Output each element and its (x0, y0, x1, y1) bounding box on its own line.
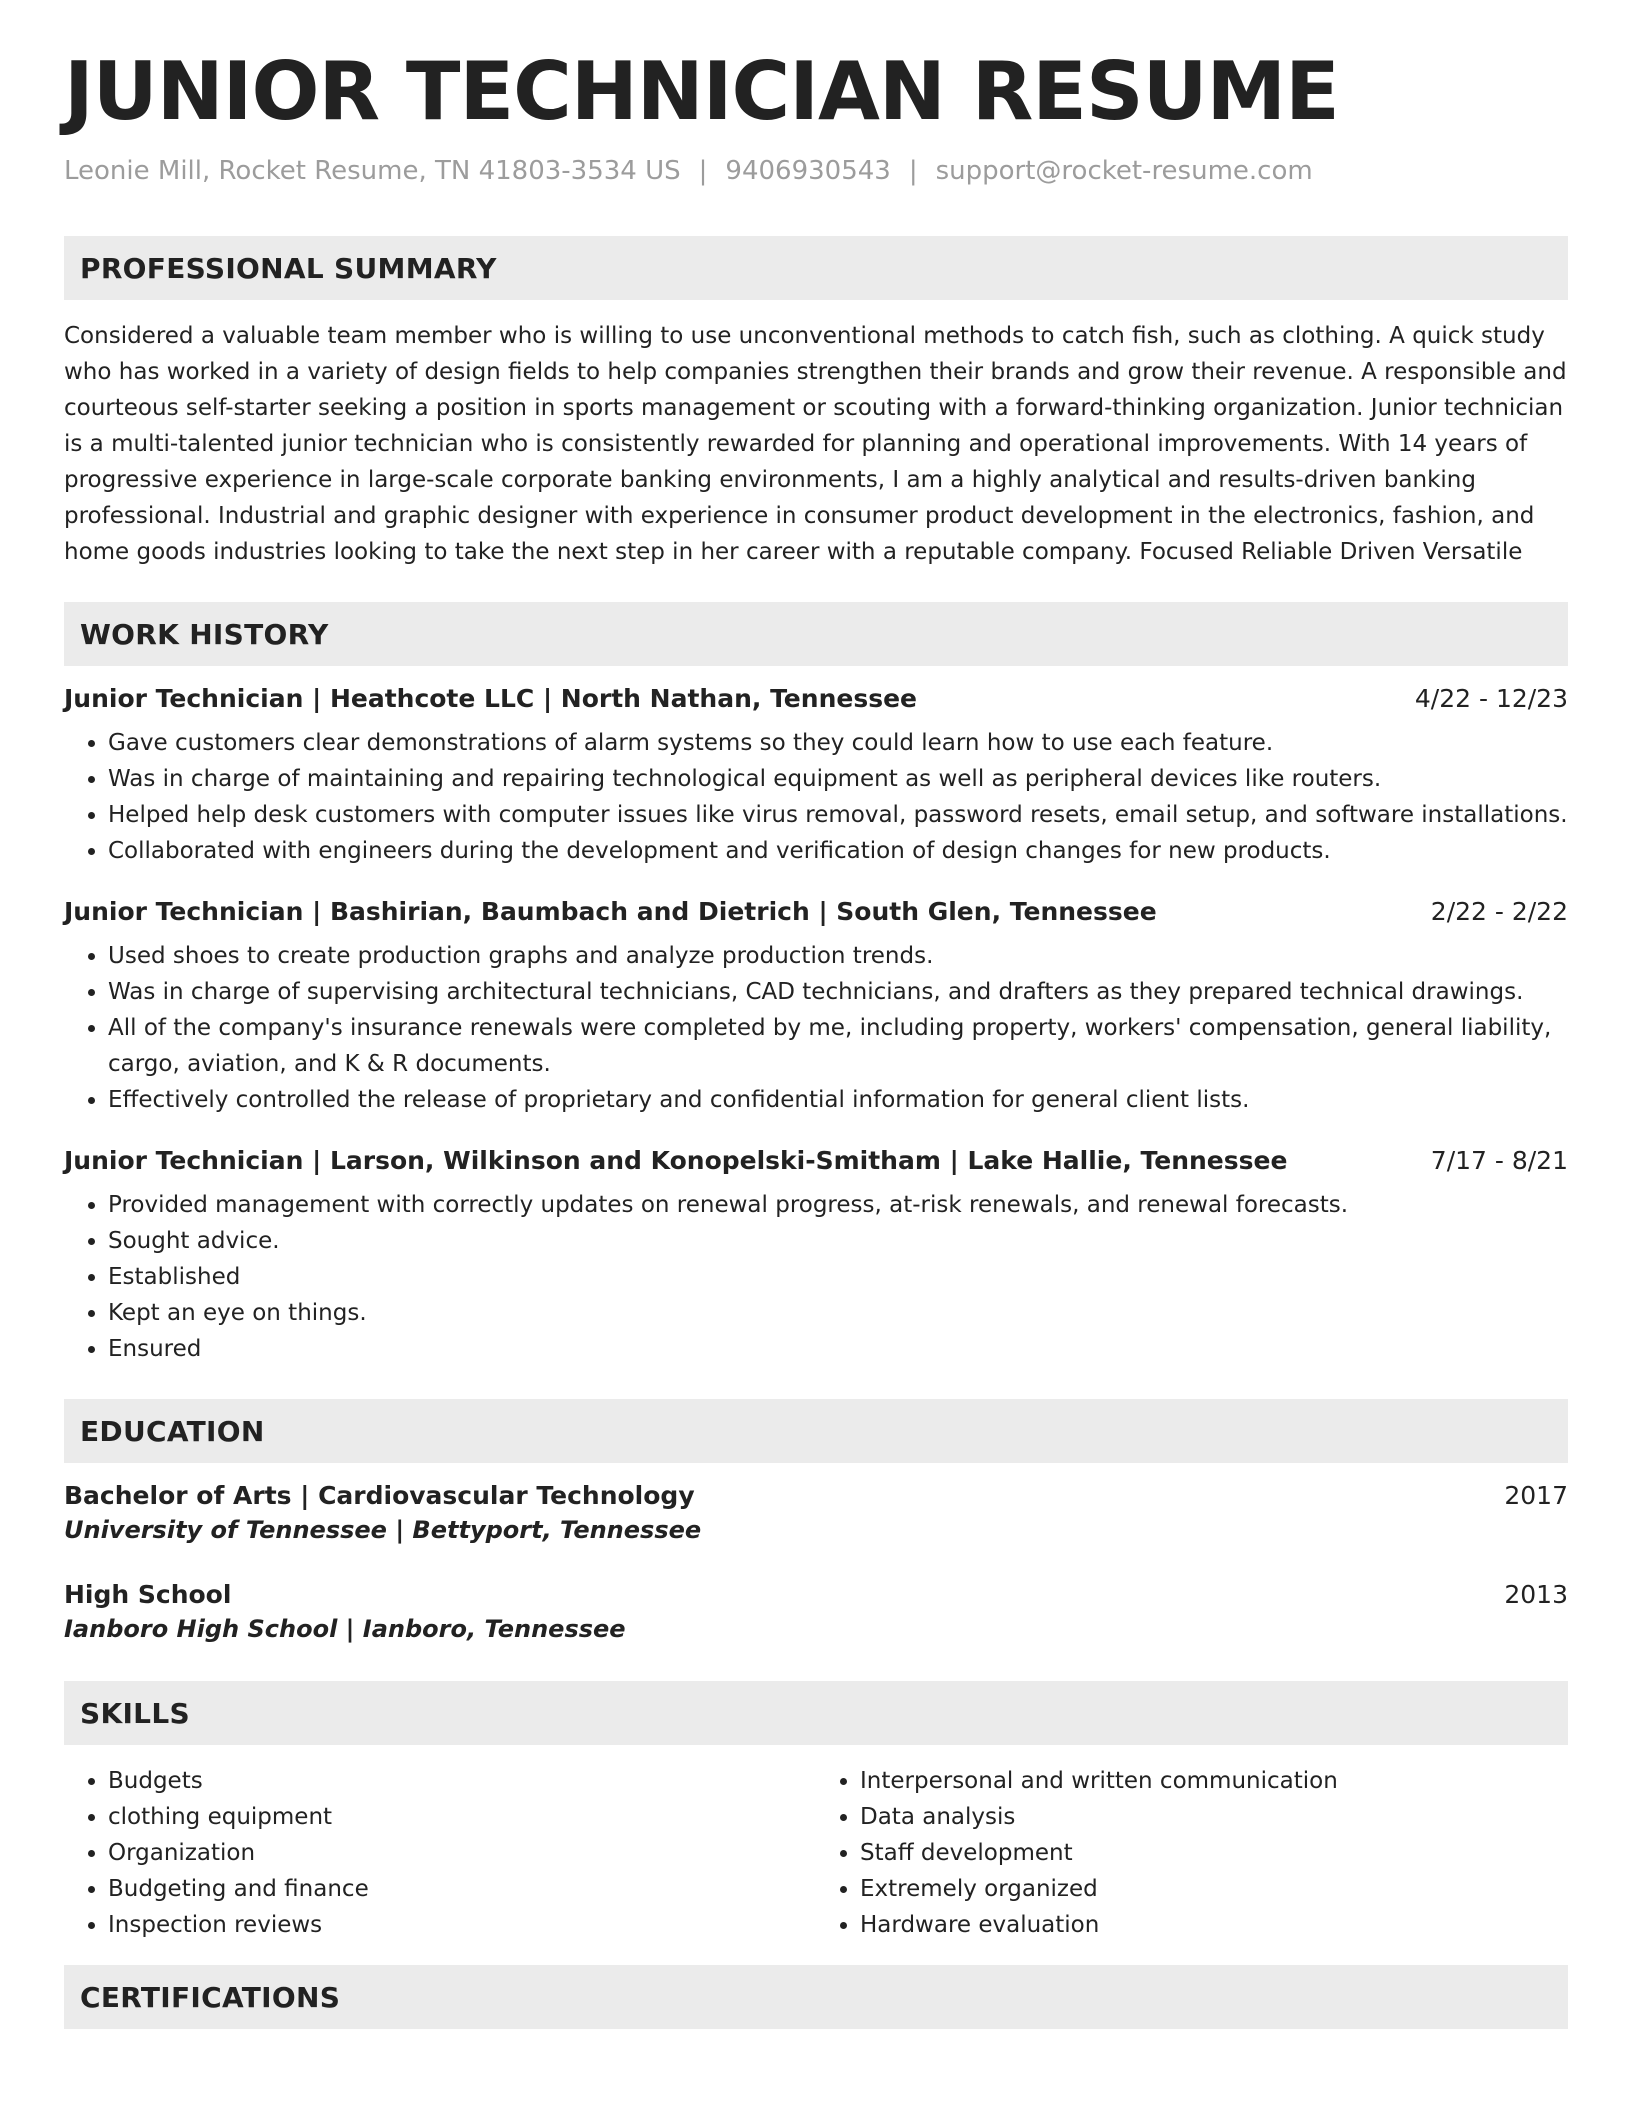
contact-phone: 9406930543 (725, 156, 891, 186)
job-bullet: • Sought advice. (108, 1223, 1568, 1259)
education-degree: Bachelor of Arts | Cardiovascular Technology (64, 1481, 695, 1510)
resume-page (64, 45, 1568, 2029)
contact-email: support@rocket-resume.com (935, 156, 1313, 186)
skills-list (64, 1763, 1568, 1943)
job-bullet: • Helped help desk customers with computer issues like virus removal, password resets, email setup, and software installations. (108, 797, 1568, 833)
resume-title: JUNIOR TECHNICIAN RESUME (64, 45, 1339, 138)
education-heading: EDUCATION (80, 1414, 265, 1448)
job-bullet: • Gave customers clear demonstrations of alarm systems so they could learn how to use each feature. (108, 725, 1568, 761)
work-heading: WORK HISTORY (80, 617, 329, 651)
education-header (64, 1481, 1568, 1510)
summary-text: Considered a valuable team member who is willing to use unconventional methods to catch fish, such as clothing. A quick study who has worked in a variety of design fields to help companies strengthen their brands and grow their revenue. A responsible and courteous self-starter seeking a position in sports management or scouting with a forward-thinking organization. Junior technician is a multi-talented junior technician who is consistently rewarded for planning and operational improvements. With 14 years of progressive experience in large-scale corporate banking environments, I am a highly analytical and results-driven banking professional. Industrial and graphic designer with experience in consumer product development in the electronics, fashion, and home goods industries looking to take the next step in her career with a reputable company. Focused Reliable Driven Versatile (64, 323, 1567, 565)
education-year: 2013 (1504, 1580, 1568, 1609)
skills-column-right (816, 1763, 1568, 1943)
skill-item: • Budgeting and finance (108, 1871, 816, 1907)
education-school: Ianboro High School | Ianboro, Tennessee (64, 1615, 626, 1643)
skill-item: • Staff development (860, 1835, 1568, 1871)
work-section-bar (64, 602, 1568, 666)
education-header (64, 1580, 1568, 1609)
skill-item: • Interpersonal and written communication (860, 1763, 1568, 1799)
skills-heading: SKILLS (80, 1696, 190, 1730)
job-bullets (64, 938, 1568, 1118)
contact-address: Leonie Mill, Rocket Resume, TN 41803-3534 US (64, 156, 681, 186)
job-bullet: • Collaborated with engineers during the development and verification of design changes for new products. (108, 833, 1568, 869)
job-title: Junior Technician | Heathcote LLC | North Nathan, Tennessee (64, 684, 917, 713)
job-bullet: • Was in charge of maintaining and repairing technological equipment as well as peripheral devices like routers. (108, 761, 1568, 797)
job-bullet: • Established (108, 1259, 1568, 1295)
job-dates: 4/22 - 12/23 (1414, 684, 1568, 713)
skill-item: • Hardware evaluation (860, 1907, 1568, 1943)
job-bullet: • Was in charge of supervising architectural technicians, CAD technicians, and drafters as they prepared technical drawings. (108, 974, 1568, 1010)
job-entry (64, 897, 1568, 1118)
job-title: Junior Technician | Larson, Wilkinson and Konopelski-Smitham | Lake Hallie, Tennessee (64, 1146, 1288, 1175)
contact-separator: | (698, 156, 708, 186)
summary-section-bar (64, 236, 1568, 300)
job-entry (64, 684, 1568, 869)
contact-line (64, 156, 1568, 186)
job-bullet: • Ensured (108, 1331, 1568, 1367)
summary-heading: PROFESSIONAL SUMMARY (80, 251, 497, 285)
job-bullet: • Kept an eye on things. (108, 1295, 1568, 1331)
job-bullets (64, 725, 1568, 869)
job-bullets (64, 1187, 1568, 1367)
skills-column-left (64, 1763, 816, 1943)
job-bullet: • Used shoes to create production graphs and analyze production trends. (108, 938, 1568, 974)
job-title: Junior Technician | Bashirian, Baumbach and Dietrich | South Glen, Tennessee (64, 897, 1157, 926)
job-entry (64, 1146, 1568, 1367)
job-header (64, 897, 1568, 926)
education-year: 2017 (1504, 1481, 1568, 1510)
job-dates: 2/22 - 2/22 (1430, 897, 1568, 926)
job-header (64, 684, 1568, 713)
education-section-bar (64, 1399, 1568, 1463)
education-entry (64, 1580, 1568, 1643)
skill-item: • Organization (108, 1835, 816, 1871)
job-bullet: • All of the company's insurance renewals were completed by me, including property, workers' compensation, general liability, cargo, aviation, and K & R documents. (108, 1010, 1568, 1082)
skills-section-bar (64, 1681, 1568, 1745)
job-bullet: • Effectively controlled the release of proprietary and confidential information for general client lists. (108, 1082, 1568, 1118)
skill-item: • Extremely organized (860, 1871, 1568, 1907)
job-dates: 7/17 - 8/21 (1430, 1146, 1568, 1175)
certifications-section-bar (64, 1965, 1568, 2029)
education-entry (64, 1481, 1568, 1544)
skill-item: • clothing equipment (108, 1799, 816, 1835)
education-school: University of Tennessee | Bettyport, Tennessee (64, 1516, 702, 1544)
education-degree: High School (64, 1580, 232, 1609)
skill-item: • Inspection reviews (108, 1907, 816, 1943)
job-bullet: • Provided management with correctly updates on renewal progress, at-risk renewals, and renewal forecasts. (108, 1187, 1568, 1223)
job-header (64, 1146, 1568, 1175)
contact-separator: | (908, 156, 918, 186)
skill-item: • Data analysis (860, 1799, 1568, 1835)
skill-item: • Budgets (108, 1763, 816, 1799)
certifications-heading: CERTIFICATIONS (80, 1980, 341, 2014)
